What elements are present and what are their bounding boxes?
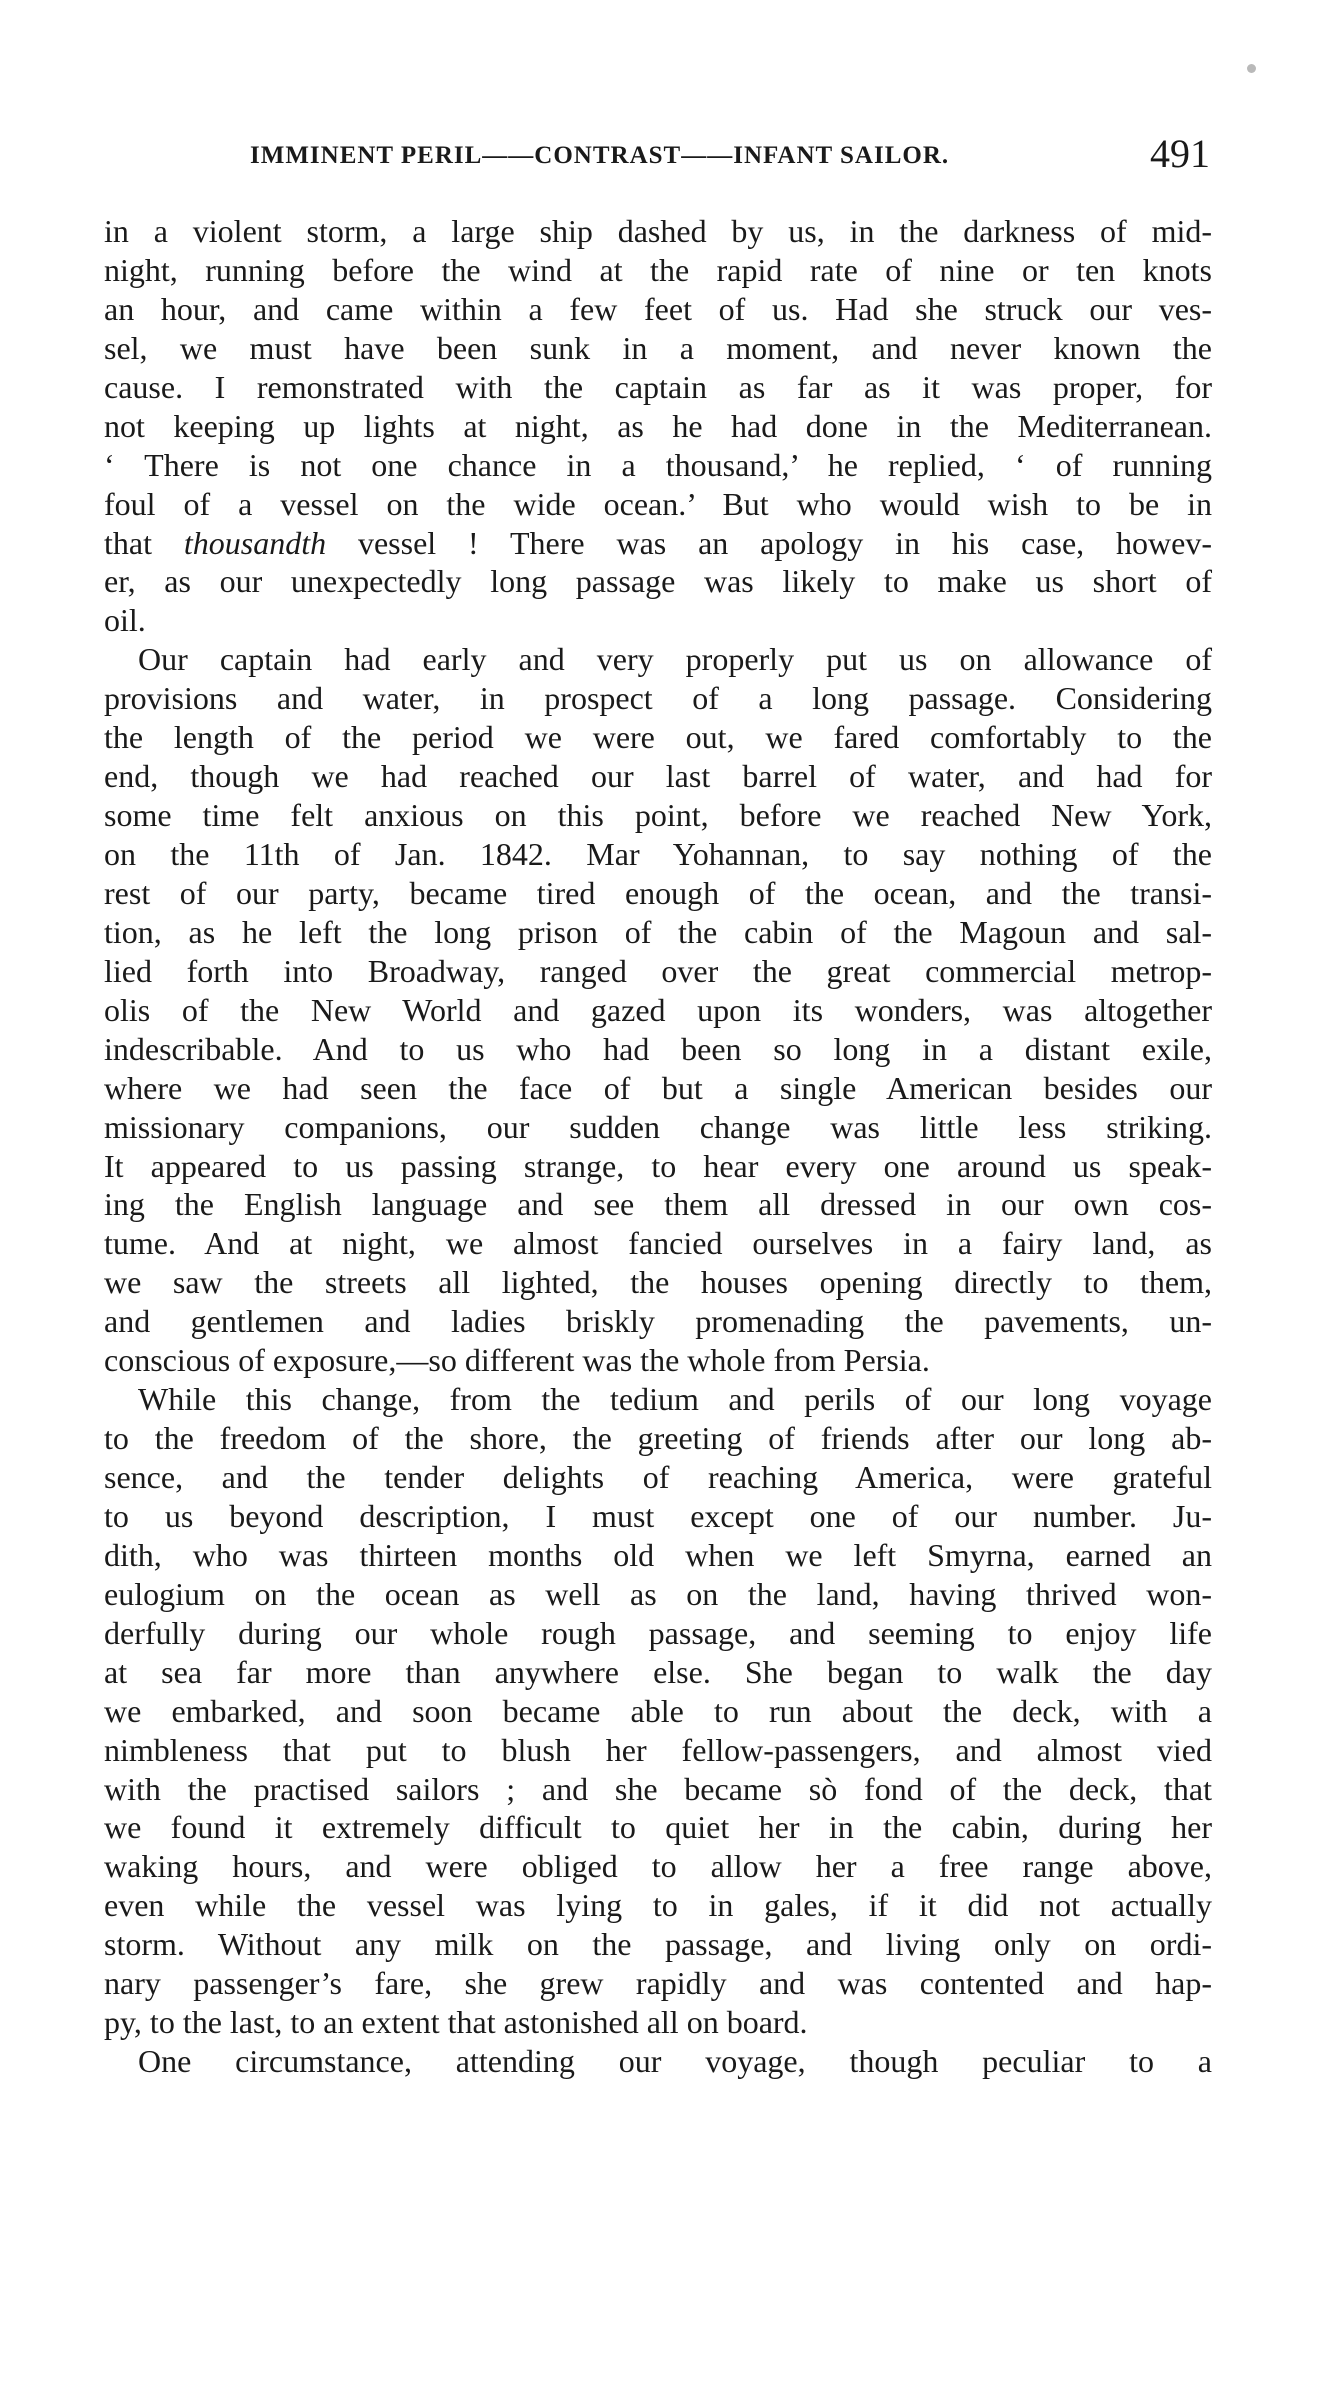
- text-line: ing the English language and see them all dressed in our own cos-: [104, 1186, 1212, 1223]
- text-line: we found it extremely difficult to quiet her in the cabin, during her: [104, 1809, 1212, 1846]
- text-line: sence, and the tender delights of reaching America, were grateful: [104, 1459, 1212, 1495]
- text-line: cause. I remonstrated with the captain as far as it was proper, for: [104, 368, 1212, 405]
- text-line: derfully during our whole rough passage, and seeming to enjoy life: [104, 1614, 1212, 1651]
- paragraph-start-line: One circumstance, attending our voyage, though peculiar to a: [138, 2043, 1212, 2080]
- running-head: [250, 130, 1210, 180]
- text-line: at sea far more than anywhere else. She began to walk the day: [104, 1653, 1212, 1690]
- paragraph-end-line: conscious of exposure,—so different was the whole from Persia.: [104, 1342, 930, 1379]
- text-line: on the 11th of Jan. 1842. Mar Yohannan, to say nothing of the: [104, 836, 1212, 872]
- text-line: the length of the period we were out, we fared comfortably to the: [104, 719, 1212, 756]
- italic-word: thousandth: [183, 524, 327, 561]
- text-line: night, running before the wind at the rapid rate of nine or ten knots: [104, 251, 1212, 288]
- paragraph-end-line: oil.: [104, 602, 146, 639]
- text-line: indescribable. And to us who had been so long in a distant exile,: [104, 1030, 1212, 1067]
- text-line: we embarked, and soon became able to run about the deck, with a: [104, 1692, 1212, 1729]
- text-line: where we had seen the face of but a single American besides our: [104, 1069, 1212, 1106]
- body-text: [104, 212, 1212, 2081]
- ink-speck: [1247, 64, 1256, 73]
- text-line: It appeared to us passing strange, to hear every one around us speak-: [104, 1147, 1212, 1184]
- text-line: rest of our party, became tired enough of the ocean, and the transi-: [104, 874, 1212, 911]
- paragraph-end-line: py, to the last, to an extent that astonished all on board.: [104, 2004, 808, 2041]
- text-line: not keeping up lights at night, as he had done in the Mediterranean.: [104, 407, 1212, 444]
- text-line: nimbleness that put to blush her fellow-passengers, and almost vied: [104, 1731, 1212, 1768]
- text-line: olis of the New World and gazed upon its wonders, was altogether: [104, 991, 1212, 1028]
- text-line: we saw the streets all lighted, the houses opening directly to them,: [104, 1264, 1212, 1301]
- text-line: to us beyond description, I must except one of our number. Ju-: [104, 1497, 1212, 1534]
- text-line-mixed: [104, 524, 1212, 563]
- text-line: to the freedom of the shore, the greeting of friends after our long ab-: [104, 1420, 1212, 1457]
- text-line: lied forth into Broadway, ranged over the great commercial metrop-: [104, 952, 1212, 989]
- text-line: an hour, and came within a few feet of us. Had she struck our ves-: [104, 290, 1212, 327]
- text-line: some time felt anxious on this point, before we reached New York,: [104, 797, 1212, 834]
- text-line: foul of a vessel on the wide ocean.’ But who would wish to be in: [104, 485, 1212, 522]
- paragraph-start-line: Our captain had early and very properly put us on allowance of: [138, 641, 1212, 678]
- text-line: er, as our unexpectedly long passage was likely to make us short of: [104, 563, 1212, 600]
- text-line: waking hours, and were obliged to allow her a free range above,: [104, 1848, 1212, 1885]
- text-line: dith, who was thirteen months old when we left Smyrna, earned an: [104, 1536, 1212, 1573]
- text-line: even while the vessel was lying to in gales, if it did not actually: [104, 1887, 1212, 1924]
- text-line: with the practised sailors ; and she became sò fond of the deck, that: [104, 1770, 1212, 1807]
- text-line: sel, we must have been sunk in a moment, and never known the: [104, 329, 1212, 366]
- text-line: in a violent storm, a large ship dashed by us, in the darkness of mid-: [104, 213, 1212, 249]
- text-line: end, though we had reached our last barrel of water, and had for: [104, 758, 1212, 795]
- text-line: tume. And at night, we almost fancied ourselves in a fairy land, as: [104, 1225, 1212, 1262]
- paragraph-start-line: While this change, from the tedium and perils of our long voyage: [138, 1381, 1212, 1418]
- text-line: ‘ There is not one chance in a thousand,’ he replied, ‘ of running: [104, 446, 1212, 483]
- text-line: storm. Without any milk on the passage, and living only on ordi-: [104, 1926, 1212, 1963]
- line-tail: vessel ! There was an apology in his case, howev-: [326, 524, 1213, 561]
- running-title: IMMINENT PERIL——CONTRAST——INFANT SAILOR.: [250, 142, 950, 169]
- text-line: nary passenger’s fare, she grew rapidly and was contented and hap-: [104, 1965, 1212, 2002]
- page-number: 491: [1150, 131, 1210, 176]
- text-line: and gentlemen and ladies briskly promenading the pavements, un-: [104, 1303, 1212, 1340]
- line-head: that: [104, 524, 184, 561]
- text-line: eulogium on the ocean as well as on the land, having thrived won-: [104, 1575, 1212, 1612]
- text-line: provisions and water, in prospect of a long passage. Considering: [104, 680, 1212, 717]
- text-line: missionary companions, our sudden change was little less striking.: [104, 1108, 1212, 1145]
- text-line: tion, as he left the long prison of the cabin of the Magoun and sal-: [104, 913, 1212, 950]
